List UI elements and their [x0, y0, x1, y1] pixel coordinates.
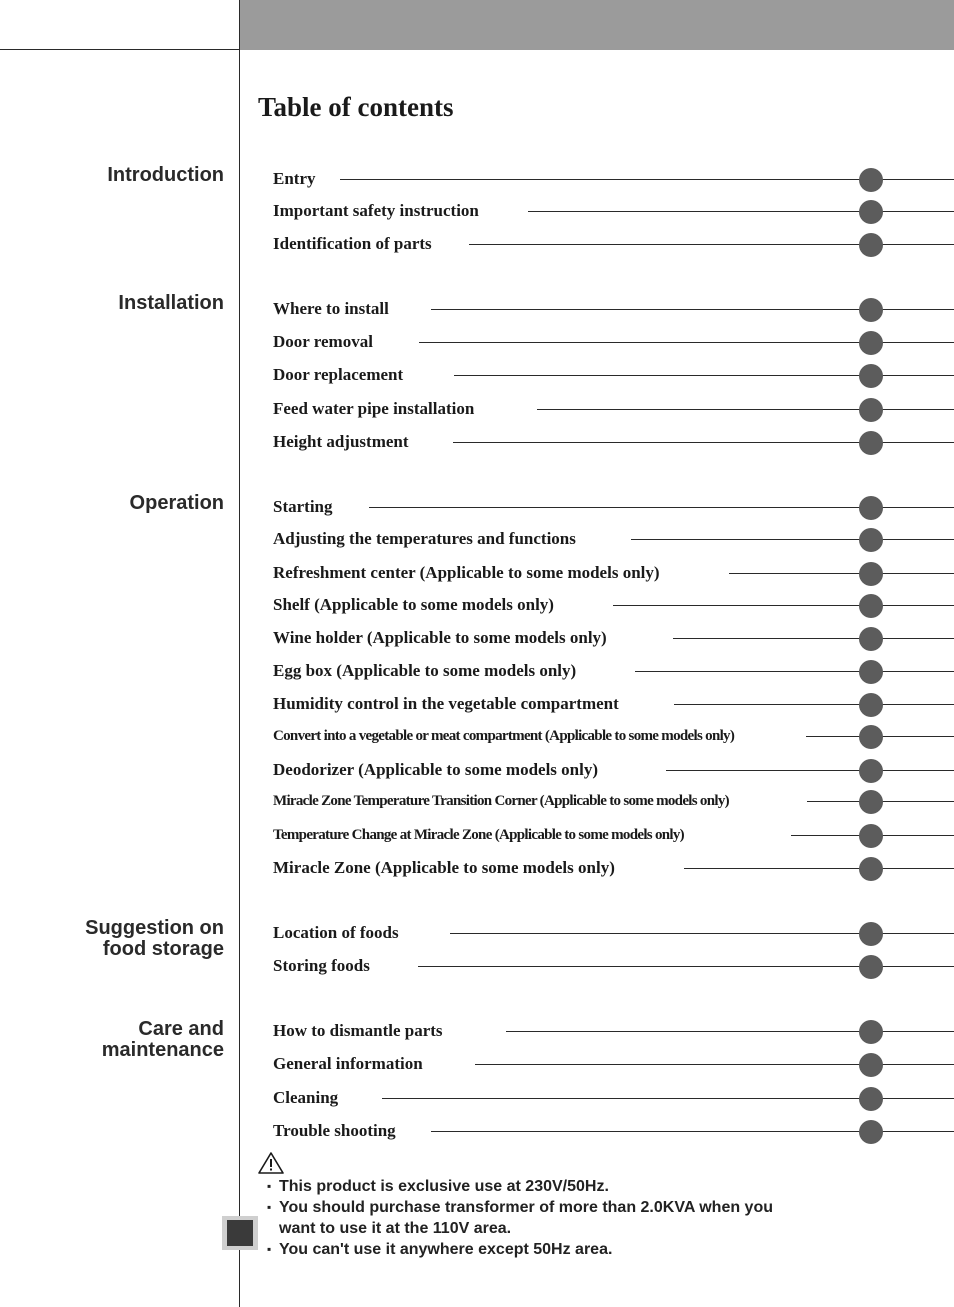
toc-leader-line	[631, 539, 954, 540]
toc-entry[interactable]	[273, 168, 954, 192]
page-number-dot	[859, 431, 883, 455]
page-number-dot	[859, 790, 883, 814]
toc-entry-label: Miracle Zone Temperature Transition Corner (Applicable to some models only)	[273, 793, 729, 809]
toc-entry-label: Deodorizer (Applicable to some models only)	[273, 760, 599, 779]
page-number-dot	[859, 1053, 883, 1077]
page-number-marker-inner	[227, 1220, 253, 1246]
section-label-line: Suggestion on	[85, 917, 224, 939]
note-item	[267, 1239, 812, 1260]
note-text: You should purchase transformer of more than 2.0KVA when you want to use it at the 110V area.	[279, 1199, 773, 1237]
header-bar	[240, 0, 954, 50]
page-number-dot	[859, 398, 883, 422]
page-number-dot	[859, 168, 883, 192]
toc-entry-label: Where to install	[273, 299, 389, 318]
toc-entry-label: Egg box (Applicable to some models only)	[273, 661, 577, 680]
page-number-dot	[859, 725, 883, 749]
toc-entry-label: Height adjustment	[273, 432, 409, 451]
section-label	[4, 1019, 224, 1061]
margin-divider	[239, 0, 240, 1307]
toc-leader-line	[506, 1031, 954, 1032]
page-number-dot	[859, 922, 883, 946]
page-number-dot	[859, 528, 883, 552]
toc-entry-label: Refreshment center (Applicable to some models only)	[273, 563, 660, 582]
toc-entry[interactable]	[273, 759, 954, 783]
page-number-dot	[859, 857, 883, 881]
toc-entry[interactable]	[273, 233, 954, 257]
page-number-dot	[859, 627, 883, 651]
toc-entry-label: Humidity control in the vegetable compartment	[273, 694, 619, 713]
toc-entry-label: Adjusting the temperatures and functions	[273, 529, 576, 548]
toc-leader-line	[684, 868, 954, 869]
toc-entry[interactable]	[273, 824, 954, 848]
toc-entry-label: Starting	[273, 497, 333, 516]
page-number-dot	[859, 1020, 883, 1044]
toc-entry-label: Door replacement	[273, 365, 404, 384]
section-label-line: Care and	[138, 1018, 224, 1040]
page-number-marker	[222, 1216, 258, 1250]
toc-entry[interactable]	[273, 725, 954, 749]
page-number-dot	[859, 759, 883, 783]
toc-entry[interactable]	[273, 693, 954, 717]
toc-entry[interactable]	[273, 790, 954, 814]
toc-entry[interactable]	[273, 1087, 954, 1111]
square-bullet-icon: ▪	[267, 1179, 272, 1193]
note-text: You can't use it anywhere except 50Hz area.	[279, 1241, 613, 1258]
toc-leader-line	[537, 409, 954, 410]
toc-entry-label: Shelf (Applicable to some models only)	[273, 595, 554, 614]
toc-leader-line	[729, 573, 954, 574]
toc-entry-label: Trouble shooting	[273, 1121, 396, 1140]
page-number-dot	[859, 331, 883, 355]
toc-entry-label: General information	[273, 1054, 423, 1073]
page-number-dot	[859, 594, 883, 618]
section-label	[4, 918, 224, 960]
toc-entry[interactable]	[273, 331, 954, 355]
toc-entry-label: Storing foods	[273, 956, 370, 975]
toc-entry-label: Temperature Change at Miracle Zone (Applicable to some models only)	[273, 827, 684, 843]
toc-entry[interactable]	[273, 857, 954, 881]
toc-entry[interactable]	[273, 496, 954, 520]
toc-entry[interactable]	[273, 562, 954, 586]
section-label-line: food storage	[102, 938, 224, 960]
page-number-dot	[859, 660, 883, 684]
toc-leader-line	[528, 211, 954, 212]
toc-entry[interactable]	[273, 922, 954, 946]
toc-entry-label: Important safety instruction	[273, 201, 479, 220]
section-label	[4, 293, 224, 314]
page-number-dot	[859, 496, 883, 520]
page-number-dot	[859, 298, 883, 322]
toc-entry[interactable]	[273, 955, 954, 979]
toc-entry[interactable]	[273, 1020, 954, 1044]
toc-entry-label: Identification of parts	[273, 234, 432, 253]
toc-leader-line	[674, 704, 954, 705]
toc-entry[interactable]	[273, 594, 954, 618]
toc-leader-line	[673, 638, 954, 639]
section-label-line: Operation	[129, 492, 224, 514]
toc-entry[interactable]	[273, 627, 954, 651]
toc-entry-label: Entry	[273, 169, 316, 188]
toc-entry-label: Location of foods	[273, 923, 399, 942]
section-label-line: maintenance	[101, 1039, 224, 1061]
toc-entry-label: Wine holder (Applicable to some models only)	[273, 628, 607, 647]
page-number-dot	[859, 955, 883, 979]
section-label	[4, 493, 224, 514]
square-bullet-icon: ▪	[267, 1242, 272, 1256]
toc-entry[interactable]	[273, 298, 954, 322]
toc-entry-label: How to dismantle parts	[273, 1021, 443, 1040]
toc-entry[interactable]	[273, 660, 954, 684]
note-item	[267, 1197, 812, 1239]
toc-entry[interactable]	[273, 398, 954, 422]
warning-triangle-icon	[258, 1152, 284, 1174]
notes-list	[267, 1176, 812, 1260]
toc-entry[interactable]	[273, 1053, 954, 1077]
page-number-dot	[859, 693, 883, 717]
section-label-line: Introduction	[107, 164, 224, 186]
toc-entry[interactable]	[273, 364, 954, 388]
page-number-dot	[859, 233, 883, 257]
page-number-dot	[859, 1087, 883, 1111]
page-number-dot	[859, 562, 883, 586]
toc-entry-label: Convert into a vegetable or meat compartment (Applicable to some models only)	[273, 728, 735, 744]
page-number-dot	[859, 200, 883, 224]
page-number-dot	[859, 364, 883, 388]
page-number-dot	[859, 824, 883, 848]
square-bullet-icon: ▪	[267, 1200, 272, 1214]
note-item	[267, 1176, 812, 1197]
header-rule	[0, 49, 240, 50]
toc-entry[interactable]	[273, 200, 954, 224]
toc-leader-line	[666, 770, 954, 771]
section-label-line: Installation	[118, 292, 224, 314]
page-title: Table of contents	[258, 92, 454, 122]
toc-entry-label: Feed water pipe installation	[273, 399, 475, 418]
toc-leader-line	[613, 605, 954, 606]
note-text: This product is exclusive use at 230V/50Hz.	[279, 1178, 609, 1195]
toc-entry[interactable]	[273, 431, 954, 455]
section-label	[4, 165, 224, 186]
toc-entry-label: Cleaning	[273, 1088, 339, 1107]
toc-entry-label: Door removal	[273, 332, 373, 351]
toc-entry-label: Miracle Zone (Applicable to some models only)	[273, 858, 615, 877]
toc-entry[interactable]	[273, 1120, 954, 1144]
toc-leader-line	[635, 671, 954, 672]
page-number-dot	[859, 1120, 883, 1144]
toc-entry[interactable]	[273, 528, 954, 552]
